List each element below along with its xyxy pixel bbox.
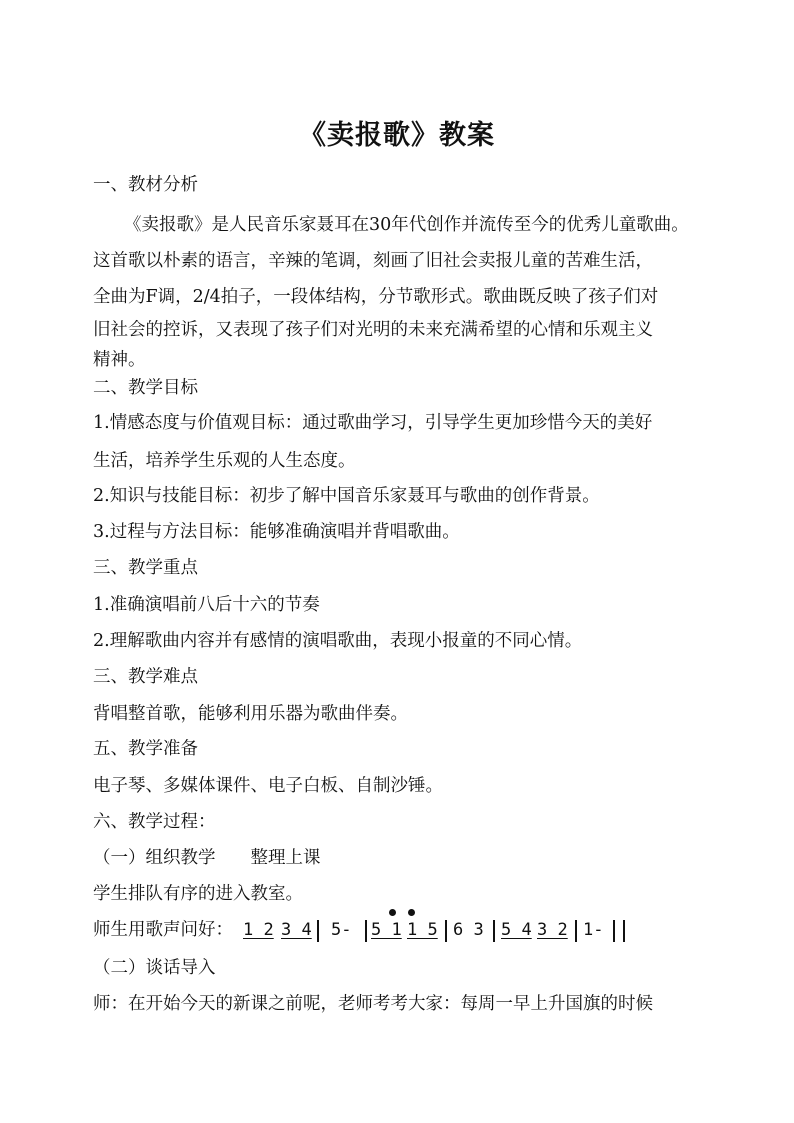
paragraph-line: 电子琴、多媒体课件、电子白板、自制沙锤。 bbox=[93, 776, 443, 796]
list-item: 2.理解歌曲内容并有感情的演唱歌曲，表现小报童的不同心情。 bbox=[93, 631, 583, 651]
paragraph-line: 《卖报歌》是人民音乐家聂耳在30年代创作并流传至今的优秀儿童歌曲。 bbox=[124, 215, 689, 235]
high-octave-dot bbox=[389, 909, 396, 916]
paragraph-line: 旧社会的控诉，又表现了孩子们对光明的未来充满希望的心情和乐观主义 bbox=[93, 320, 653, 340]
subsection-heading: （二）谈话导入 bbox=[93, 958, 216, 978]
section-heading-analysis: 一、教材分析 bbox=[93, 175, 198, 195]
page-title: 《卖报歌》教案 bbox=[299, 120, 495, 151]
paragraph-line: 学生排队有序的进入教室。 bbox=[93, 884, 303, 904]
subsection-heading: （一）组织教学 整理上课 bbox=[93, 848, 321, 868]
bar-line bbox=[445, 920, 447, 942]
paragraph-line: 这首歌以朴素的语言，辛辣的笔调，刻画了旧社会卖报儿童的苦难生活， bbox=[93, 251, 653, 271]
note-group: 1 5 bbox=[407, 920, 438, 940]
section-heading-preparation: 五、教学准备 bbox=[93, 739, 198, 759]
note-group: 3 4 bbox=[281, 920, 312, 940]
note-group: 1 2 bbox=[243, 920, 274, 940]
note-group: 5 1 bbox=[371, 920, 402, 940]
paragraph-line: 全曲为F调，2/4拍子，一段体结构，分节歌形式。歌曲既反映了孩子们对 bbox=[93, 287, 659, 307]
list-item: 1.情感态度与价值观目标：通过歌曲学习，引导学生更加珍惜今天的美好 bbox=[93, 413, 653, 433]
note-group: 5- bbox=[331, 920, 352, 940]
bar-line bbox=[365, 920, 367, 942]
section-heading-goals: 二、教学目标 bbox=[93, 378, 198, 398]
list-item: 3.过程与方法目标：能够准确演唱并背唱歌曲。 bbox=[93, 522, 460, 542]
list-item: 2.知识与技能目标：初步了解中国音乐家聂耳与歌曲的创作背景。 bbox=[93, 486, 600, 506]
paragraph-line: 精神。 bbox=[93, 350, 146, 370]
bar-line bbox=[493, 920, 495, 942]
section-heading-process: 六、教学过程： bbox=[93, 812, 216, 832]
section-heading-difficulties: 三、教学难点 bbox=[93, 667, 198, 687]
list-item: 1.准确演唱前八后十六的节奏 bbox=[93, 595, 320, 615]
section-heading-keypoints: 三、教学重点 bbox=[93, 558, 198, 578]
high-octave-dot bbox=[408, 909, 415, 916]
bar-line bbox=[575, 920, 577, 942]
list-item: 生活，培养学生乐观的人生态度。 bbox=[93, 451, 356, 471]
note-group: 3 2 bbox=[537, 920, 568, 940]
bar-line bbox=[613, 920, 615, 942]
paragraph-line: 背唱整首歌，能够利用乐器为歌曲伴奏。 bbox=[93, 704, 408, 724]
note-group: 1- bbox=[583, 920, 604, 940]
note-group: 5 4 bbox=[501, 920, 532, 940]
note-group: 6 3 bbox=[453, 920, 484, 940]
music-label: 师生用歌声问好： bbox=[93, 920, 233, 940]
bar-line bbox=[317, 920, 319, 942]
bar-line bbox=[623, 920, 625, 942]
paragraph-line: 师：在开始今天的新课之前呢，老师考考大家：每周一早上升国旗的时候 bbox=[93, 994, 653, 1014]
